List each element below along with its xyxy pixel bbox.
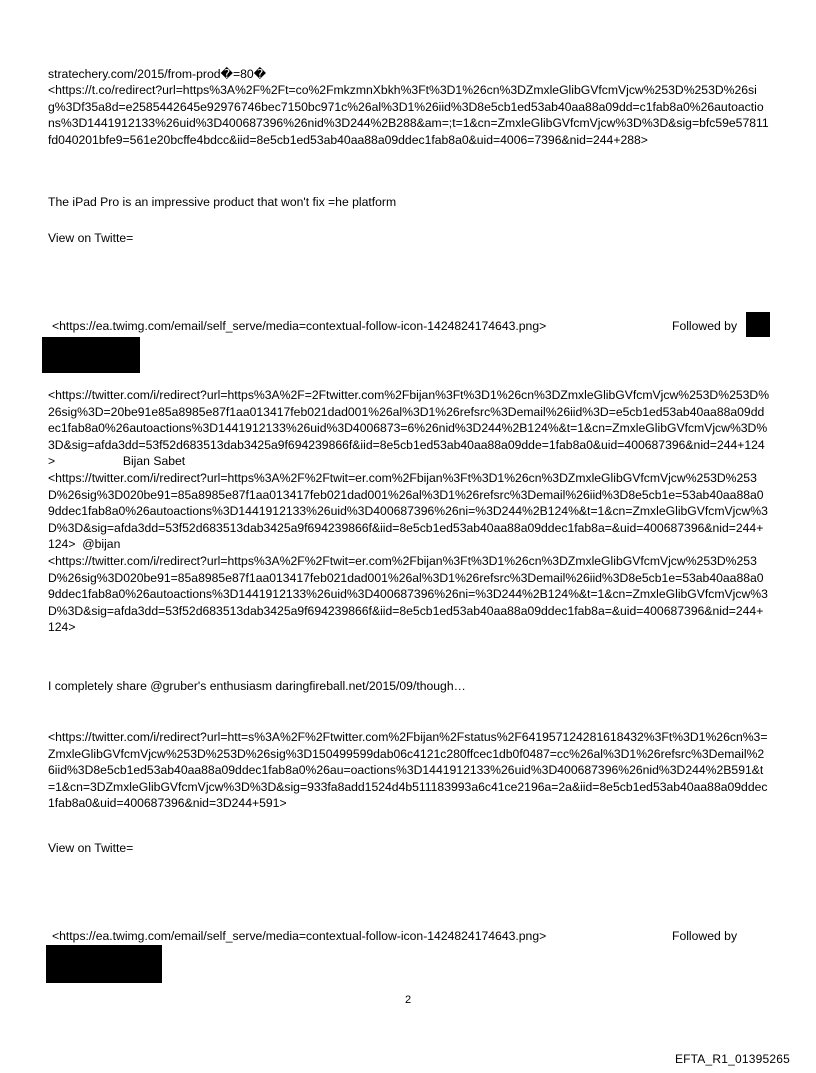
view-on-twitter-link[interactable]: View on Twitte= <box>48 841 134 855</box>
redaction-box <box>42 337 140 373</box>
article-headline: The iPad Pro is an impressive product that won't fix =he platform <box>48 195 397 209</box>
profile-links-block: <https://twitter.com/i/redirect?url=https%3A%2F=2Ftwitter.com%2Fbijan%3Ft%3D1%26cn%3DZmxleGlibGVfcmVjcw%253D%253D%26sig%3D=20be91e85a8985e87f1aa013417feb021dad001%26al%3D1%26refsrc%3Demail%26iid%3D=e5cb1ed53ab40aa88a09ddec1fab8a0%26autoactions%3D1441912133%26uid%3D4006873=6%26nid%3D244%2B124%&t=1&cn=ZmxleGlibGVfcmVjcw%3D%3D&sig=afda3dd=53f52d683513dab3425a9f694239866f&iid=8e5cb1ed53ab40aa88a09dde=1fab8a0&uid=400687396&nid=244+124> Bijan Sabet <https://twitter.com/i/redirect?url=https%3A%2F%2Ftwit=er.com%2Fbijan%3Ft%3D1%26cn%3DZmxleGlibGVfcmVjcw%253D%253D%26sig%3D020be91=85a8985e87f1aa013417feb021dad001%26al%3D1%26refsrc%3Demail%26iid%3D8e5cb1e=53ab40aa88a09ddec1fab8a0%26autoactions%3D1441912133%26uid%3D400687396%26ni=%3D244%2B124%&t=1&cn=ZmxleGlibGVfcmVjcw%3D%3D&sig=afda3dd=53f52d683513dab3425a9f694239866f&iid=8e5cb1ed53ab40aa88a09ddec1fab8a=&uid=400687396&nid=244+124> @bijan <https://twitter.com/i/redirect?url=https%3A%2F%2Ftwit=er.com%2Fbijan%3Ft%3D1%26cn%3DZmxleGlibGVfcmVjcw%253D%253D%26sig%3D020be91=85a8985e87f1aa013417feb021dad001%26al%3D1%26refsrc%3Demail%26iid%3D8e5cb1e=53ab40aa88a09ddec1fab8a0%26autoactions%3D1441912133%26uid%3D400687396%26ni=%3D244%2B124%&t=1&cn=ZmxleGlibGVfcmVjcw%3D%3D&sig=afda3dd=53f52d683513dab3425a9f694239866f&iid=8e5cb1ed53ab40aa88a09ddec1fab8a=&uid=400687396&nid=244+124> <box>48 388 770 635</box>
follow-icon-url: <https://ea.twimg.com/email/self_serve/media=contextual-follow-icon-1424824174643.png> <box>52 929 547 943</box>
tweet-status-url-block: <https://twitter.com/i/redirect?url=htt=s%3A%2F%2Ftwitter.com%2Fbijan%2Fstatus%2F641957124281618432%3Ft%3D1%26cn%3=ZmxleGlibGVfcmVjcw%253D%253D%26sig%3D150499599dab06c4121c280ffcec1db0f0487=cc%26al%3D1%26refsrc%3Demail%26iid%3D8e5cb1ed53ab40aa88a09ddec1fab8a0%26au=oactions%3D1441912133%26uid%3D400687396%26nid%3D244%2B591&t=1&cn=3DZmxleGlibGVfcmVjcw%3D%3D&sig=933fa8add1524d4b511183993a6c41ce2196a=2a&iid=8e5cb1ed53ab40aa88a09ddec1fab8a0&uid=400687396&nid=3D244+591> <box>48 730 768 811</box>
redaction-box <box>46 945 162 983</box>
redirect-url-block-1: <https://t.co/redirect?url=https%3A%2F%2Ft=co%2FmkzmnXbkh%3Ft%3D1%26cn%3DZmxleGlibGVfcmVjcw%253D%253D%26sig%3Df35a8d=e2585442645e92976746bec7150bc971c%26al%3D1%26iid%3D8e5cb1ed53ab40aa88a09dd=c1fab8a0%26autoactions%3D1441912133%26uid%3D400687396%26nid%3D244%2B288&am=;t=1&cn=ZmxleGlibGVfcmVjcw%3D%3D&sig=bfc59e57811fd040201bfe9=561e20bcffe4bdcc&iid=8e5cb1ed53ab40aa88a09ddec1fab8a0&uid=4006=7396&nid=244+288> <box>48 83 769 147</box>
view-on-twitter-link[interactable]: View on Twitte= <box>48 231 134 245</box>
source-url-line: stratechery.com/2015/from-prod�=80� <box>48 67 267 81</box>
followed-by-label: Followed by <box>672 929 738 943</box>
redaction-box <box>746 312 770 337</box>
follow-icon-url: <https://ea.twimg.com/email/self_serve/media=contextual-follow-icon-1424824174643.png> <box>52 319 547 333</box>
followed-by-label: Followed by <box>672 319 738 333</box>
document-id-footer: EFTA_R1_01395265 <box>674 1052 790 1066</box>
tweet-text: I completely share @gruber's enthusiasm daringfireball.net/2015/09/though… <box>48 679 466 693</box>
page-number: 2 <box>404 994 412 1006</box>
